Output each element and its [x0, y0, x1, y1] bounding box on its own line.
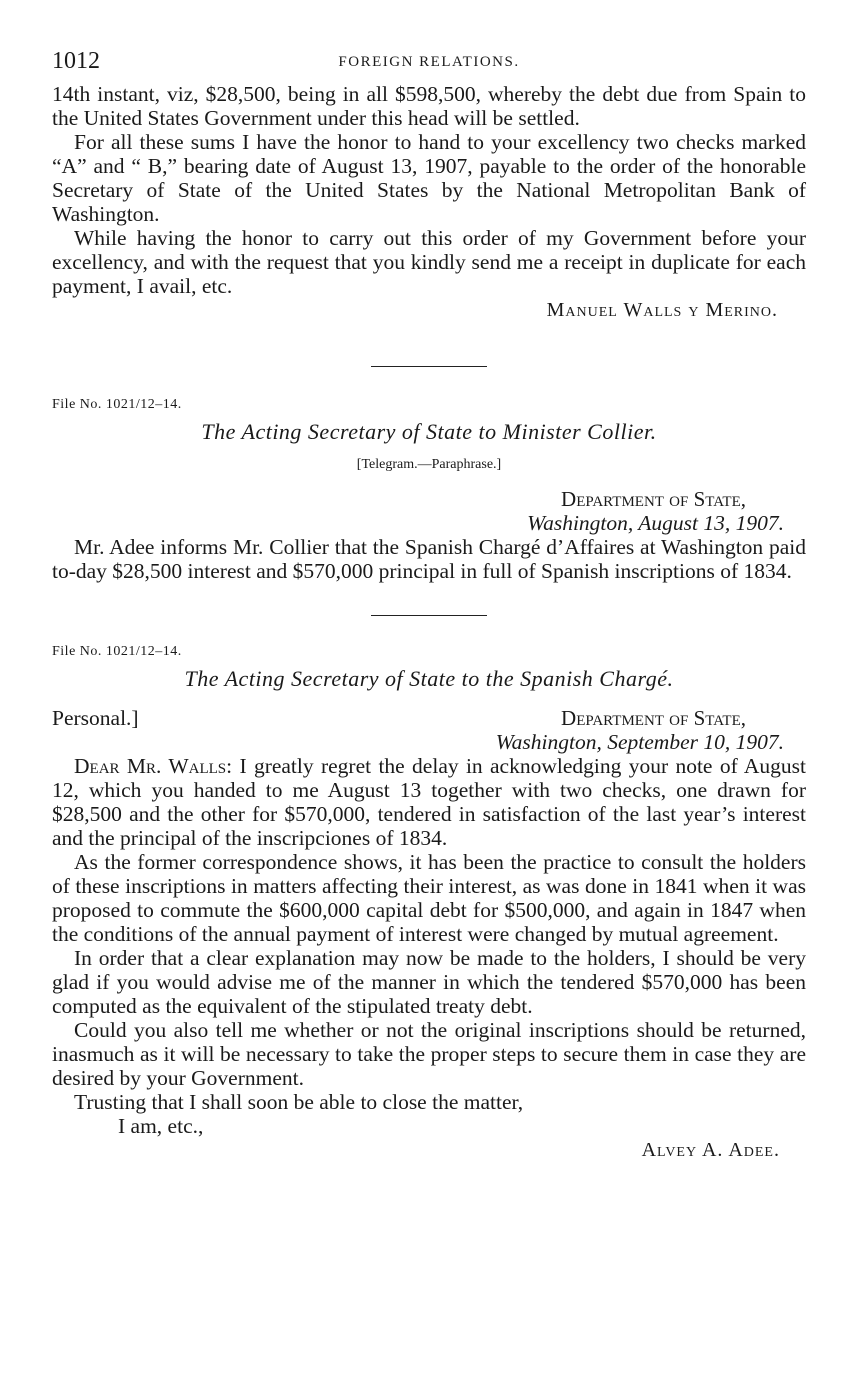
department-line: Department of State,	[561, 706, 746, 730]
place-date: Washington, August 13, 1907.	[527, 511, 784, 535]
paragraph: Mr. Adee informs Mr. Collier that the Spanish Chargé d’Affaires at Washington paid to-day $28,500 interest and $570,000 principal in full of Spanish inscriptions of 1834.	[52, 535, 806, 583]
paragraph: 14th instant, viz, $28,500, being in all $598,500, whereby the debt due from Spain to the United States Government under this head will be settled.	[52, 82, 806, 130]
signature: Alvey A. Adee.	[641, 1139, 780, 1161]
document-page	[52, 46, 806, 1162]
signature: Manuel Walls y Merino.	[546, 299, 778, 321]
page-header	[52, 46, 806, 82]
paragraph: As the former correspondence shows, it has been the practice to consult the holders of these inscriptions in matters affecting their interest, as was done in 1841 when it was proposed to commute the $600,000 capital debt for $500,000, and again in 1847 when the conditions of the annual payment of interest were changed by mutual agreement.	[52, 850, 806, 946]
paragraph: While having the honor to carry out this order of my Government before your excellency, and with the request that you kindly send me a receipt in duplicate for each payment, I avail, etc.	[52, 226, 806, 298]
section-heading: The Acting Secretary of State to the Spanish Chargé.	[184, 666, 674, 691]
telegram-section	[52, 397, 806, 583]
place-date: Washington, September 10, 1907.	[495, 730, 784, 754]
salutation: Dear Mr. Walls:	[74, 754, 233, 778]
paragraph	[52, 754, 806, 850]
letter-section	[52, 644, 806, 1162]
closing: I am, etc.,	[118, 1114, 204, 1138]
dept-row	[52, 706, 806, 730]
file-number: File No. 1021/12–14.	[52, 644, 182, 659]
page-number: 1012	[52, 48, 100, 74]
letter-continuation	[52, 82, 806, 322]
paragraph-text: I greatly regret the delay in acknowledging your note of August 12, which you handed to me August 13 together with two checks, one drawn for $28,500 and the other for $570,000, tendered in satisfaction of the last year’s interest and the principal of the inscripciones of 1834.	[52, 754, 806, 850]
telegram-note: [Telegram.—Paraphrase.]	[356, 457, 502, 472]
department-line: Department of State,	[561, 487, 746, 511]
file-number: File No. 1021/12–14.	[52, 397, 182, 412]
paragraph: In order that a clear explanation may now be made to the holders, I should be very glad if you would advise me of the manner in which the tendered $570,000 has been computed as the equivalent of the stipulated treaty debt.	[52, 946, 806, 1018]
paragraph: For all these sums I have the honor to hand to your excellency two checks marked “A” and “ B,” bearing date of August 13, 1907, payable to the order of the honorable Secretary of State of the United States by the National Metropolitan Bank of Washington.	[52, 130, 806, 226]
running-head: FOREIGN RELATIONS.	[338, 54, 520, 70]
section-heading: The Acting Secretary of State to Minister Collier.	[201, 419, 657, 444]
paragraph: Could you also tell me whether or not the original inscriptions should be returned, inasmuch as it will be necessary to take the proper steps to secure them in case they are desired by your Government.	[52, 1018, 806, 1090]
paragraph: Trusting that I shall soon be able to close the matter,	[74, 1090, 524, 1114]
personal-label: Personal.]	[52, 706, 139, 730]
